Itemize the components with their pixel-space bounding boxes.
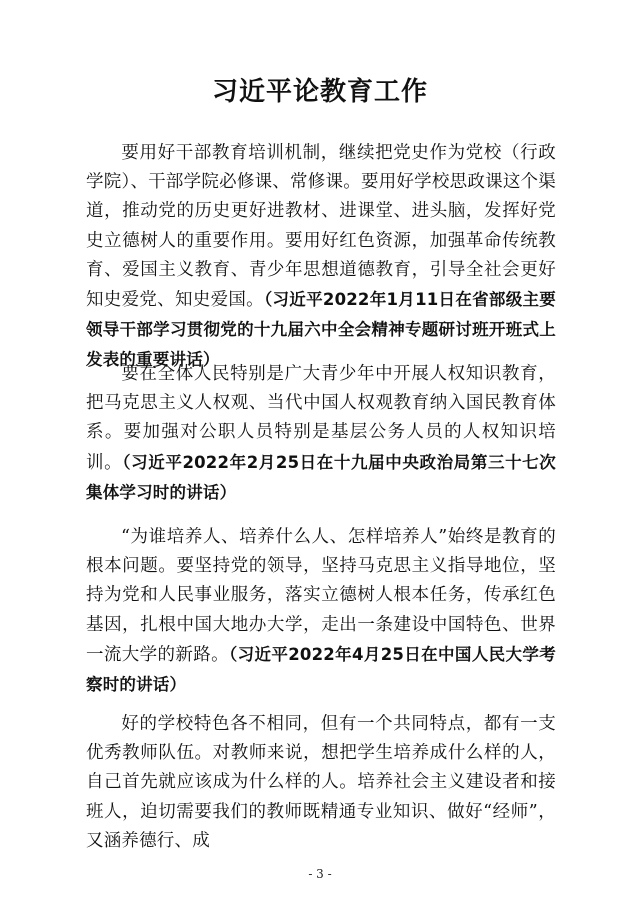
paragraph-4-text: 好的学校特色各不相同，但有一个共同特点，都有一支优秀教师队伍。对教师来说，想把学生培养成什么样的人，自己首先就应该成为什么样的人。培养社会主义建设者和接班人，迫切需要我们的教师既精通专业知识、做好“经师”，又涵养德行、成	[86, 714, 556, 851]
paragraph-2-text: 要在全体人民特别是广大青少年中开展人权知识教育，把马克思主义人权观、当代中国人权观教育纳入国民教育体系。要加强对公职人员特别是基层公务人员的人权知识培训。	[86, 364, 556, 473]
paragraph-2-source: （习近平2022年2月25日在十九届中央政治局第三十七次集体学习时的讲话）	[86, 452, 556, 502]
paragraph-3-text: “为谁培养人、培养什么人、怎样培养人”始终是教育的根本问题。要坚持党的领导，坚持马克思主义指导地位，坚持为党和人民事业服务，落实立德树人根本任务，传承红色基因，扎根中国大地办大学，走出一条建设中国特色、世界一流大学的新路。	[86, 527, 556, 665]
paragraph-1-text: 要用好干部教育培训机制，继续把党史作为党校（行政学院）、干部学院必修课、常修课。要用好学校思政课这个渠道，推动党的历史更好进教材、进课堂、进头脑，发挥好党史立德树人的重要作用。要用好红色资源，加强革命传统教育、爱国主义教育、青少年思想道德教育，引导全社会更好知史爱党、知史爱国。	[86, 143, 556, 311]
paragraph-4	[86, 710, 556, 856]
paragraph-1-source: （习近平2022年1月11日在省部级主要领导干部学习贯彻党的十九届六中全会精神专题研讨班开班式上发表的重要讲话）	[86, 290, 556, 370]
page-number: - 3 -	[308, 867, 332, 881]
paragraph-3	[86, 523, 556, 700]
paragraph-2	[86, 360, 556, 508]
page-title: 习近平论教育工作	[211, 77, 428, 107]
paragraph-1	[86, 139, 556, 376]
paragraph-3-source: （习近平2022年4月25日在中国人民大学考察时的讲话）	[86, 644, 556, 695]
